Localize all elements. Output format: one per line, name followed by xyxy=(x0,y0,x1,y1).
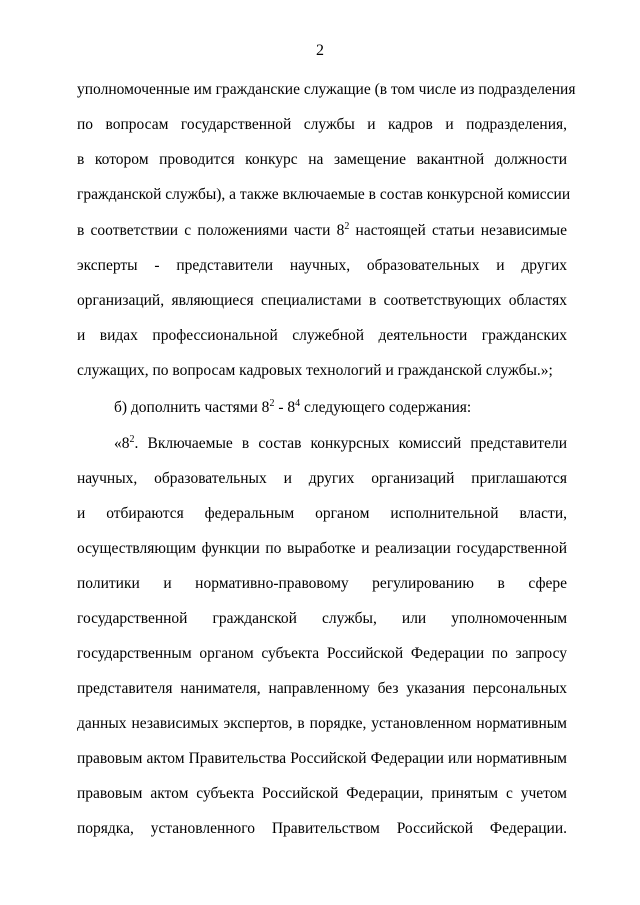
text-line: организаций, являющиеся специалистами в соответствующих областях xyxy=(77,292,567,309)
superscript: 2 xyxy=(129,433,135,445)
text-line: правовым актом субъекта Российской Федерации, принятым с учетом xyxy=(77,785,567,802)
text-segment: «8 xyxy=(114,435,130,452)
text-line: уполномоченные им гражданские служащие (в том числе из подразделения xyxy=(77,81,576,98)
text-line: данных независимых экспертов, в порядке, установленном нормативным xyxy=(77,715,567,732)
text-line: политики и нормативно-правовому регулированию в сфере xyxy=(77,575,567,592)
text-line: в котором проводится конкурс на замещение вакантной должности xyxy=(77,151,567,168)
superscript: 4 xyxy=(295,397,301,409)
text-line: представителя нанимателя, направленному без указания персональных xyxy=(77,680,567,697)
superscript: 2 xyxy=(269,397,275,409)
text-line: гражданской службы), а также включаемые в состав конкурсной комиссии xyxy=(77,186,571,203)
text-line: государственным органом субъекта Российской Федерации по запросу xyxy=(77,645,567,662)
text-line: и видах профессиональной служебной деятельности гражданских xyxy=(77,327,567,344)
text-line: и отбираются федеральным органом исполнительной власти, xyxy=(77,505,567,522)
superscript: 2 xyxy=(344,220,350,232)
text-segment: в соответствии с положениями части 8 xyxy=(77,222,345,239)
text-line: эксперты - представители научных, образовательных и других xyxy=(77,257,567,274)
page-number: 2 xyxy=(316,42,324,59)
text-segment: . Включаемые в состав конкурсных комиссий представители xyxy=(134,435,567,452)
text-segment: настоящей статьи независимые xyxy=(349,222,567,239)
text-segment: - 8 xyxy=(274,399,296,416)
text-line: научных, образовательных и других организаций приглашаются xyxy=(77,470,567,487)
text-line xyxy=(77,221,567,241)
text-line: порядка, установленного Правительством Российской Федерации. xyxy=(77,820,567,837)
text-segment: следующего содержания: xyxy=(300,399,472,416)
text-line: государственной гражданской службы, или уполномоченным xyxy=(77,610,567,627)
text-line: по вопросам государственной службы и кадров и подразделения, xyxy=(77,116,567,133)
text-line: правовым актом Правительства Российской Федерации или нормативным xyxy=(77,750,567,767)
text-segment: б) дополнить частями 8 xyxy=(114,399,270,416)
text-line: служащих, по вопросам кадровых технологий и гражданской службы.»; xyxy=(77,362,553,379)
text-line xyxy=(114,434,567,454)
text-line: осуществляющим функции по выработке и реализации государственной xyxy=(77,540,567,557)
text-line xyxy=(114,398,567,418)
